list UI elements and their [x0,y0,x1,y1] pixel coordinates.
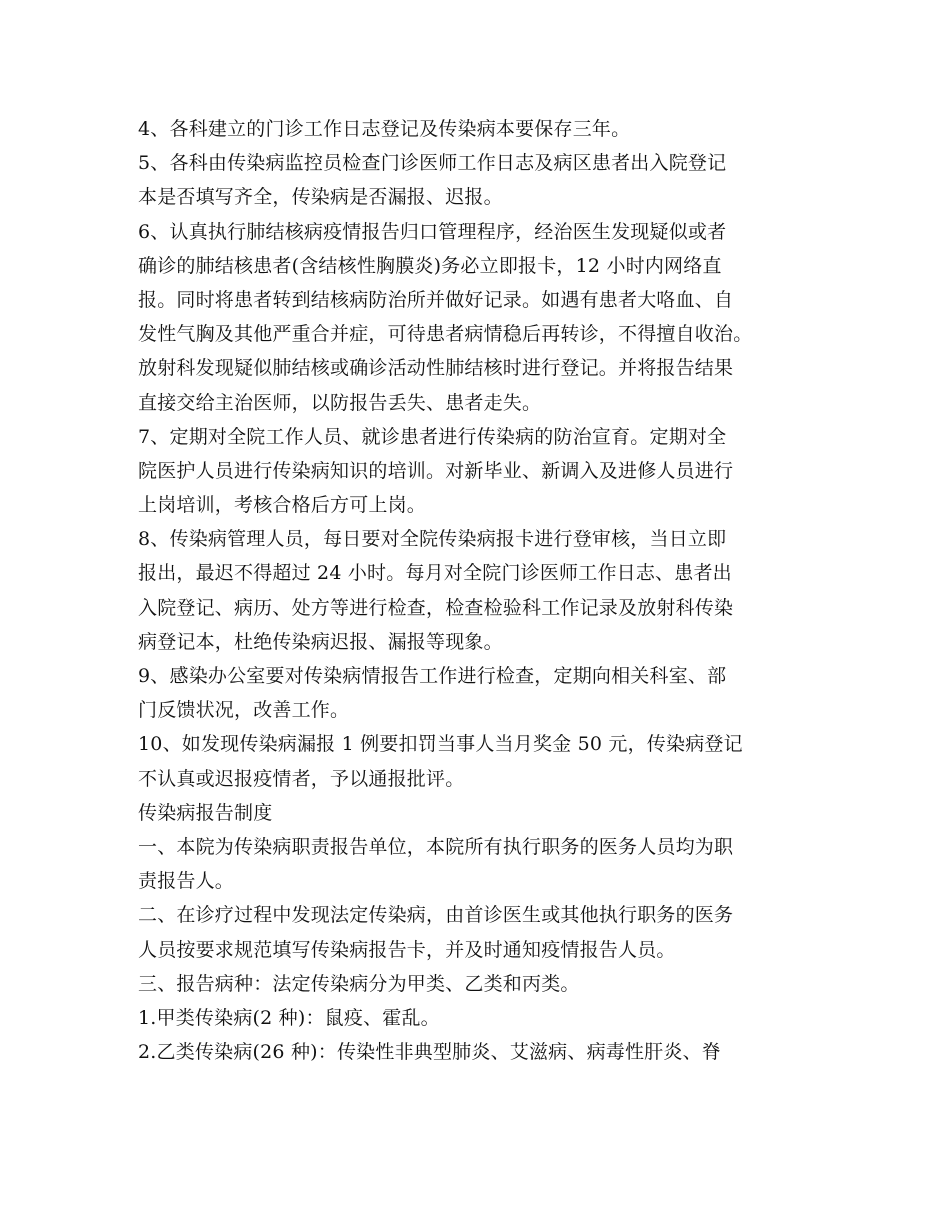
text-line: 病登记本，杜绝传染病迟报、漏报等现象。 [138,630,503,653]
text-line: 三、报告病种：法定传染病分为甲类、乙类和丙类。 [138,972,580,995]
text-line: 门反馈状况，改善工作。 [138,699,350,722]
text-line: 院医护人员进行传染病知识的培训。对新毕业、新调入及进修人员进行 [138,459,734,482]
section-title: 传染病报告制度 [138,801,273,824]
text-line: 发性气胸及其他严重合并症，可待患者病情稳后再转诊，不得擅自收治。 [138,323,753,346]
document-page [138,112,828,1069]
text-line: 9、感染办公室要对传染病情报告工作进行检查，定期向相关科室、部 [138,665,727,687]
text-line: 直接交给主治医师，以防报告丢失、患者走失。 [138,391,542,414]
text-line: 5、各科由传染病监控员检查门诊医师工作日志及病区患者出入院登记 [138,152,727,175]
text-line: 1.甲类传染病(2 种)：鼠疫、霍乱。 [138,1006,440,1029]
text-line: 确诊的肺结核患者(含结核性胸膜炎)务必立即报卡，12 小时内网络直 [138,254,722,277]
text-line: 人员按要求规范填写传染病报告卡，并及时通知疫情报告人员。 [138,938,676,961]
text-line: 10、如发现传染病漏报 1 例要扣罚当事人当月奖金 50 元，传染病登记 [138,733,743,756]
text-line: 6、认真执行肺结核病疫情报告归口管理程序，经治医生发现疑似或者 [138,220,727,243]
text-line: 2.乙类传染病(26 种)：传染性非典型肺炎、艾滋病、病毒性肝炎、脊 [138,1041,721,1064]
text-line: 7、定期对全院工作人员、就诊患者进行传染病的防治宣育。定期对全 [138,425,727,448]
text-line: 责报告人。 [138,870,235,893]
text-line: 上岗培训，考核合格后方可上岗。 [138,494,427,517]
text-line: 报出，最迟不得超过 24 小时。每月对全院门诊医师工作日志、患者出 [138,562,732,585]
text-line: 二、在诊疗过程中发现法定传染病，由首诊医生或其他执行职务的医务 [138,904,734,927]
text-line: 放射科发现疑似肺结核或确诊活动性肺结核时进行登记。并将报告结果 [138,357,734,380]
text-line: 8、传染病管理人员，每日要对全院传染病报卡进行登审核，当日立即 [138,528,727,551]
text-line: 4、各科建立的门诊工作日志登记及传染病本要保存三年。 [138,118,631,140]
text-line: 本是否填写齐全，传染病是否漏报、迟报。 [138,186,503,209]
text-line: 报。同时将患者转到结核病防治所并做好记录。如遇有患者大咯血、自 [138,288,734,311]
text-line: 入院登记、病历、处方等进行检查，检查检验科工作记录及放射科传染 [138,596,734,619]
text-line: 一、本院为传染病职责报告单位，本院所有执行职务的医务人员均为职 [138,835,734,858]
text-line: 不认真或迟报疫情者，予以通报批评。 [138,767,465,790]
